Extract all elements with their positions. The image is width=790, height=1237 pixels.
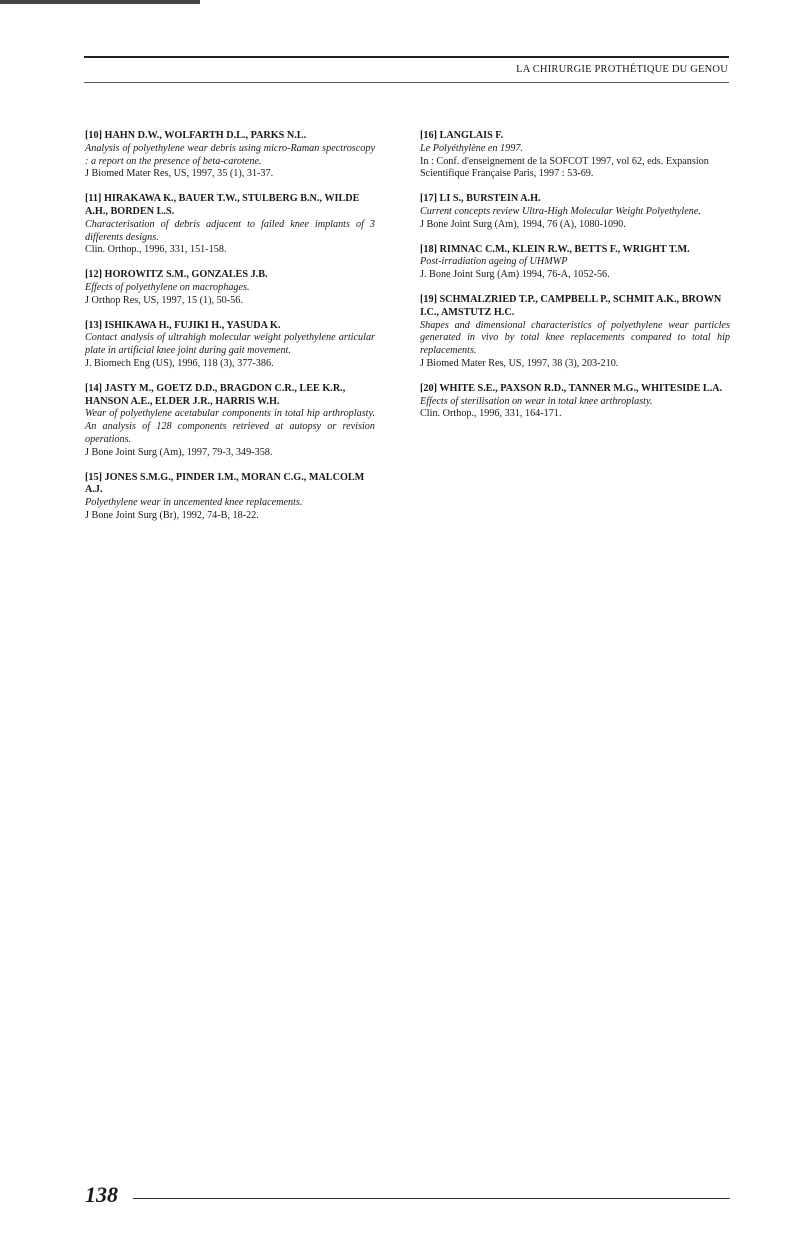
- reference-title: Post-irradiation ageing of UHMWP: [420, 256, 568, 268]
- page-number: 138: [85, 1182, 118, 1207]
- reference-entry: [420, 193, 730, 231]
- reference-authors: [10] HAHN D.W., WOLFARTH D.L., PARKS N.L.: [85, 130, 307, 141]
- reference-authors: [16] LANGLAIS F.: [420, 130, 504, 141]
- reference-title: Wear of polyethylene acetabular components in total hip arthroplasty. An analysis of 128 components retrieved at autopsy or revision operations.: [85, 408, 375, 445]
- reference-authors: [13] ISHIKAWA H., FUJIKI H., YASUDA K.: [85, 319, 281, 331]
- reference-entry: [85, 130, 375, 181]
- reference-source: J Bone Joint Surg (Am), 1997, 79-3, 349-358.: [85, 446, 273, 458]
- reference-title: Effects of polyethylene on macrophages.: [85, 281, 250, 293]
- reference-authors: [20] WHITE S.E., PAXSON R.D., TANNER M.G., WHITESIDE L.A.: [420, 382, 723, 394]
- reference-authors: [11] HIRAKAWA K., BAUER T.W., STULBERG B.N., WILDE A.H., BORDEN L.S.: [85, 193, 360, 217]
- references-column-right: [420, 130, 730, 433]
- reference-entry: [85, 193, 375, 257]
- reference-title: Shapes and dimensional characteristics of polyethylene wear particles generated in vivo by total knee replacements compared to total hip replacements.: [420, 319, 730, 357]
- header-rule-top: [84, 56, 729, 58]
- reference-title: Analysis of polyethylene wear debris using micro-Raman spectroscopy : a report on the presence of beta-carotene.: [85, 142, 375, 167]
- reference-source: J Biomed Mater Res, US, 1997, 38 (3), 203-210.: [420, 357, 619, 369]
- reference-source: J. Bone Joint Surg (Am) 1994, 76-A, 1052-56.: [420, 269, 610, 281]
- reference-authors: [14] JASTY M., GOETZ D.D., BRAGDON C.R., LEE K.R., HANSON A.E., ELDER J.R., HARRIS W.H.: [85, 382, 346, 407]
- reference-source: J. Biomech Eng (US), 1996, 118 (3), 377-386.: [85, 357, 274, 369]
- reference-authors: [12] HOROWITZ S.M., GONZALES J.B.: [85, 269, 268, 281]
- reference-source: J Bone Joint Surg (Am), 1994, 76 (A), 1080-1090.: [420, 218, 626, 230]
- reference-title: Contact analysis of ultrahigh molecular weight polyethylene articular plate in artificial knee joint during gait movement.: [85, 332, 375, 357]
- reference-title: Characterisation of debris adjacent to failed knee implants of 3 differents designs.: [85, 218, 375, 243]
- reference-entry: [85, 269, 375, 307]
- reference-authors: [19] SCHMALZRIED T.P., CAMPBELL P., SCHMIT A.K., BROWN I.C., AMSTUTZ H.C.: [420, 293, 722, 318]
- reference-authors: [18] RIMNAC C.M., KLEIN R.W., BETTS F., WRIGHT T.M.: [420, 243, 690, 255]
- reference-entry: [85, 472, 375, 523]
- header-rule-bottom: [84, 82, 729, 83]
- reference-authors: [17] LI S., BURSTEIN A.H.: [420, 193, 541, 205]
- reference-source: J Orthop Res, US, 1997, 15 (1), 50-56.: [85, 294, 243, 306]
- reference-title: Effects of sterilisation on wear in total knee arthroplasty.: [420, 395, 653, 407]
- reference-source: J Biomed Mater Res, US, 1997, 35 (1), 31-37.: [85, 168, 274, 180]
- reference-entry: [420, 383, 730, 421]
- running-head: LA CHIRURGIE PROTHÉTIQUE DU GENOU: [516, 64, 728, 75]
- reference-title: Current concepts review Ultra-High Molecular Weight Polyethylene.: [420, 205, 701, 217]
- reference-title: Polyethylene wear in uncemented knee replacements.: [85, 497, 303, 509]
- reference-title: Le Polyéthylène en 1997.: [420, 142, 523, 154]
- reference-source: In : Conf. d'enseignement de la SOFCOT 1997, vol 62, eds. Expansion Scientifique Française Paris, 1997 : 53-69.: [420, 155, 709, 180]
- reference-entry: [420, 294, 730, 371]
- scan-edge-mark: [0, 0, 200, 4]
- reference-source: Clin. Orthop., 1996, 331, 151-158.: [85, 244, 227, 256]
- reference-entry: [85, 383, 375, 460]
- reference-entry: [85, 320, 375, 371]
- reference-source: J Bone Joint Surg (Br), 1992, 74-B, 18-22.: [85, 509, 259, 521]
- reference-authors: [15] JONES S.M.G., PINDER I.M., MORAN C.G., MALCOLM A.J.: [85, 471, 365, 496]
- reference-source: Clin. Orthop., 1996, 331, 164-171.: [420, 408, 562, 420]
- footer-rule: [133, 1198, 730, 1199]
- reference-entry: [420, 244, 730, 282]
- references-column-left: [85, 130, 375, 535]
- reference-entry: [420, 130, 730, 181]
